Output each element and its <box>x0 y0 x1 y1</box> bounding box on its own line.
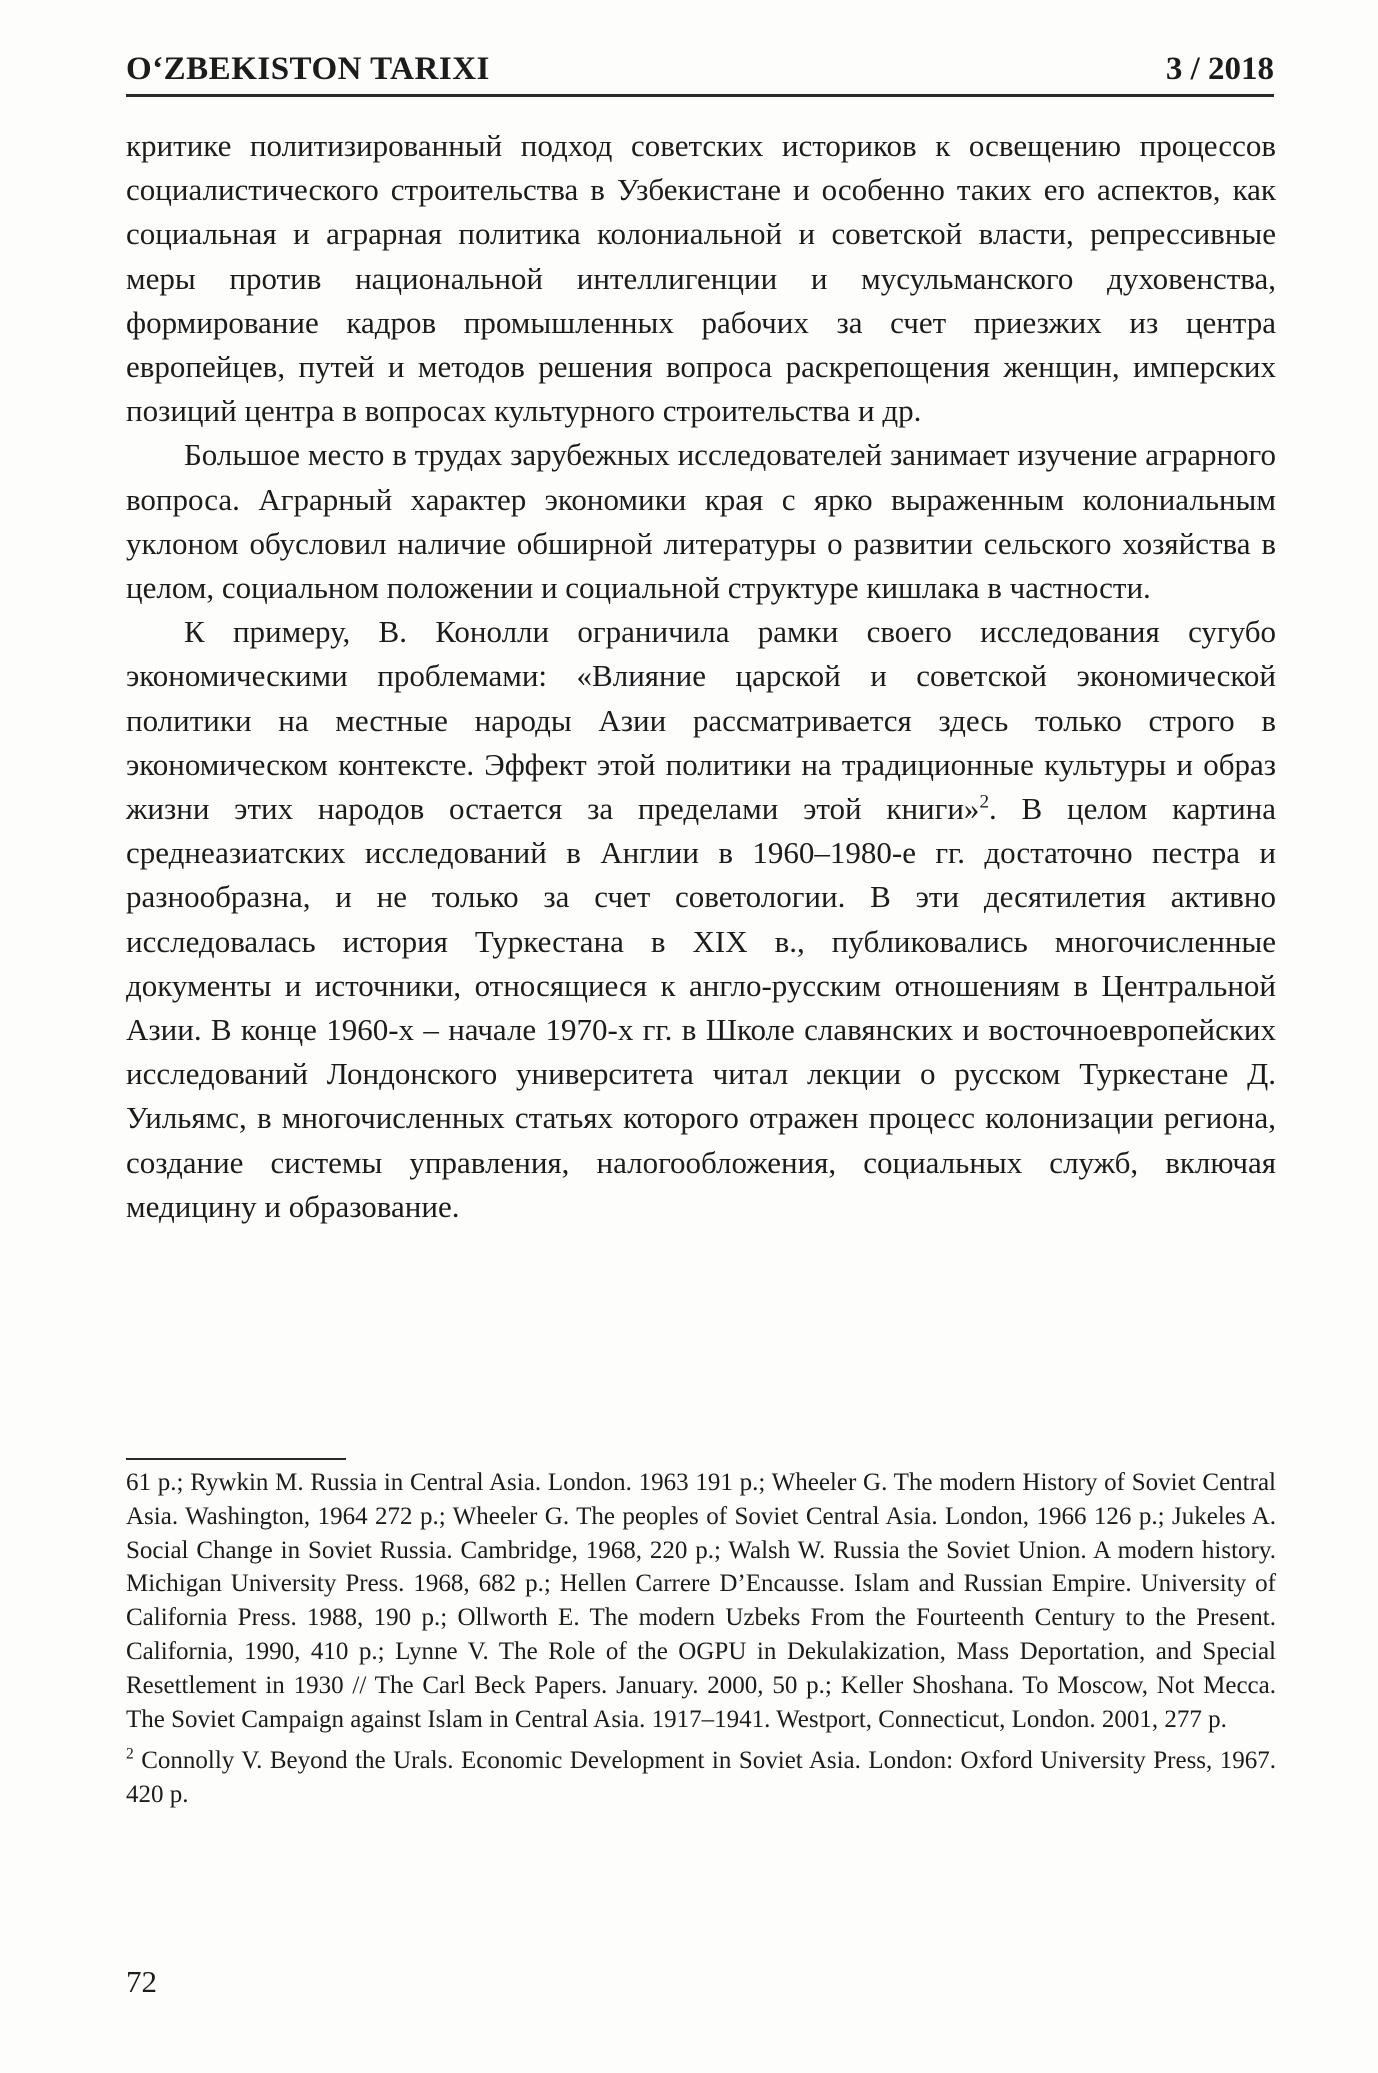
page-number: 72 <box>126 1964 157 1999</box>
journal-title: O‘ZBEKISTON TARIXI <box>126 51 490 87</box>
paragraph <box>126 610 1276 1229</box>
article-body <box>126 124 1276 1229</box>
footnote-2 <box>126 1744 1276 1812</box>
issue-number: 3 / 2018 <box>1165 51 1274 87</box>
paragraph-text: . В целом картина среднеазиатских исследований в Англии в 1960–1980-е гг. достаточно пестра и разнообразна, и не только за счет советологии. В эти десятилетия активно исследовалась история Туркестана в XIX в., публиковались многочисленные документы и источники, относящиеся к англо-русским отношениям в Центральной Азии. В конце 1960-х – начале 1970-х гг. в Школе славянских и восточноевропейских исследований Лондонского университета читал лекции о русском Туркестане Д. Уильямс, в многочисленных статьях которого отражен процесс колонизации региона, создание системы управления, налогообложения, социальных служб, включая медицину и образование. <box>126 791 1277 1224</box>
running-header <box>126 44 1274 97</box>
paragraph-text: К примеру, В. Конолли ограничила рамки своего исследования сугубо экономическими проблемами: «Влияние царской и советской экономической политики на местные народы Азии рассматривается здесь только строго в экономическом контексте. Эффект этой политики на традиционные культуры и образ жизни этих народов остается за пределами этой книги» <box>126 614 1276 827</box>
paragraph: критике политизированный подход советских историков к освещению процессов социалистического строительства в Узбекистане и особенно таких его аспектов, как социальная и аграрная политика колониальной и советской власти, репрессивные меры против национальной интеллигенции и мусульманского духовенства, формирование кадров промышленных рабочих за счет приезжих из центра европейцев, путей и методов решения вопроса раскрепощения женщин, имперских позиций центра в вопросах культурного строительства и др. <box>126 128 1276 429</box>
paragraph: Большое место в трудах зарубежных исследователей занимает изучение аграрного вопроса. Аграрный характер экономики края с ярко выраженным колониальным уклоном обусловил наличие обширной литературы о развитии сельского хозяйства в целом, социальном положении и социальной структуре кишлака в частности. <box>126 437 1276 606</box>
footnote-marker: 2 <box>126 1746 134 1764</box>
footnotes <box>126 1466 1276 1812</box>
footnote-1-continued: 61 p.; Rywkin M. Russia in Central Asia. London. 1963 191 p.; Wheeler G. The modern History of Soviet Central Asia. Washington, 1964 272 p.; Wheeler G. The peoples of Soviet Central Asia. London, 1966 126 p.; Jukeles A. Social Change in Soviet Russia. Cambridge, 1968, 220 p.; Walsh W. Russia the Soviet Union. A modern history. Michigan University Press. 1968, 682 p.; Hellen Carrere D’Encausse. Islam and Russian Empire. University of California Press. 1988, 190 p.; Ollworth E. The modern Uzbeks From the Fourteenth Century to the Present. California, 1990, 410 p.; Lynne V. The Role of the OGPU in Dekulakization, Mass Deportation, and Special Resettlement in 1930 // The Carl Beck Papers. January. 2000, 50 p.; Keller Shoshana. To Moscow, Not Mecca. The Soviet Campaign against Islam in Central Asia. 1917–1941. Westport, Connecticut, London. 2001, 277 p. <box>126 1469 1276 1733</box>
footnote-reference[interactable]: 2 <box>979 791 990 813</box>
footnote-2-text: Connolly V. Beyond the Urals. Economic Development in Soviet Asia. London: Oxford University Press, 1967. 420 p. <box>126 1747 1276 1809</box>
footnote-separator <box>126 1458 346 1460</box>
